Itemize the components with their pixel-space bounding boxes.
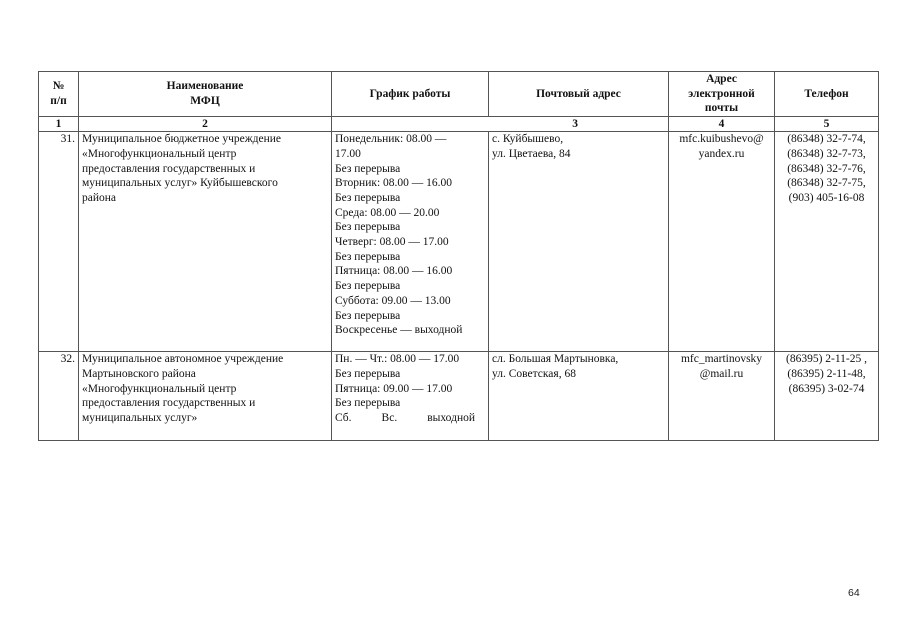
schedule-line: 17.00: [335, 147, 361, 160]
mfc-name-line: Муниципальное бюджетное учреждение: [82, 133, 282, 146]
header-schedule: График работы: [332, 72, 489, 117]
email-line: mfc_martinovsky: [680, 353, 763, 366]
table-row: [39, 352, 879, 441]
mfc-name-cell: [79, 132, 332, 352]
mfc-name-line: «Многофункциональный центр: [82, 147, 237, 160]
mfc-name-line: района: [82, 191, 117, 204]
row-number: 32.: [39, 352, 79, 441]
header-name: [79, 72, 332, 117]
header-email-line: почты: [704, 102, 739, 115]
schedule-line: Без перерыва: [335, 191, 401, 204]
email-cell: [669, 132, 775, 352]
schedule-line: Понедельник: 08.00 —: [335, 133, 447, 146]
header-name-line: Наименование: [166, 80, 244, 93]
schedule-line: Без перерыва: [335, 397, 401, 410]
email-line: yandex.ru: [698, 147, 745, 160]
mfc-name-cell: [79, 352, 332, 441]
schedule-line: Пн. — Чт.: 08.00 — 17.00: [335, 353, 460, 366]
phone-cell: [775, 132, 879, 352]
address-line: с. Куйбышево,: [492, 133, 564, 146]
schedule-cell: [332, 132, 489, 352]
email-line: @mail.ru: [699, 367, 744, 380]
schedule-weekend-word: Сб.: [335, 411, 352, 424]
schedule-line: Среда: 08.00 — 20.00: [335, 206, 440, 219]
header-num-line: №: [52, 80, 65, 93]
mfc-name-line: муниципальных услуг» Куйбышевского: [82, 177, 278, 190]
mfc-name-line: предоставления государственных и: [82, 162, 256, 175]
mfc-name-line: «Многофункциональный центр: [82, 382, 237, 395]
schedule-line: Без перерыва: [335, 250, 401, 263]
schedule-weekend-line: [335, 411, 475, 426]
schedule-line: Пятница: 09.00 — 17.00: [335, 382, 453, 395]
schedule-line: Без перерыва: [335, 367, 401, 380]
address-line: ул. Цветаева, 84: [492, 147, 571, 160]
phone-line: (86348) 32-7-73,: [787, 147, 866, 160]
schedule-line: Без перерыва: [335, 280, 401, 293]
column-number: 1: [39, 117, 79, 132]
phone-line: (86395) 2-11-48,: [787, 367, 866, 380]
address-cell: [489, 352, 669, 441]
mfc-name-line: предоставления государственных и: [82, 397, 256, 410]
column-number: 3: [332, 117, 669, 132]
schedule-cell: [332, 352, 489, 441]
header-name-line: МФЦ: [190, 95, 220, 108]
table-row: [39, 132, 879, 352]
phone-line: (86348) 32-7-76,: [787, 162, 866, 175]
header-num: [39, 72, 79, 117]
header-email-line: Адрес: [706, 73, 737, 85]
table-header: [39, 72, 879, 132]
header-row: [39, 72, 879, 117]
address-line: сл. Большая Мартыновка,: [492, 353, 619, 366]
mfc-name-line: Мартыновского района: [82, 367, 196, 380]
schedule-line: Воскресенье — выходной: [335, 324, 463, 337]
schedule-weekend-word: выходной: [427, 411, 475, 424]
address-line: ул. Советская, 68: [492, 367, 576, 380]
phone-line: (86395) 2-11-25 ,: [785, 353, 868, 366]
email-cell: [669, 352, 775, 441]
header-email: [669, 72, 775, 117]
schedule-line: Суббота: 09.00 — 13.00: [335, 294, 451, 307]
header-phone: Телефон: [775, 72, 879, 117]
schedule-line: Без перерыва: [335, 309, 401, 322]
phone-cell: [775, 352, 879, 441]
phone-line: (903) 405-16-08: [788, 191, 865, 204]
header-email-line: электронной: [688, 87, 755, 100]
phone-line: (86395) 3-02-74: [788, 382, 865, 395]
schedule-line: Пятница: 08.00 — 16.00: [335, 265, 453, 278]
column-number: 4: [669, 117, 775, 132]
row-number: 31.: [39, 132, 79, 352]
column-number-row: [39, 117, 879, 132]
header-address: Почтовый адрес: [489, 72, 669, 117]
column-number: 2: [79, 117, 332, 132]
email-line: mfc.kuibushevo@: [679, 133, 764, 146]
schedule-weekend-word: Вс.: [381, 411, 398, 424]
schedule-line: Вторник: 08.00 — 16.00: [335, 177, 453, 190]
page-number: 64: [848, 587, 860, 599]
header-num-line: п/п: [50, 95, 67, 108]
mfc-name-line: Муниципальное автономное учреждение: [82, 353, 284, 366]
column-number: 5: [775, 117, 879, 132]
phone-line: (86348) 32-7-74,: [787, 133, 866, 146]
table-body: [39, 132, 879, 441]
phone-line: (86348) 32-7-75,: [787, 177, 866, 190]
mfc-name-line: муниципальных услуг»: [82, 411, 198, 424]
mfc-table: [38, 71, 879, 441]
address-cell: [489, 132, 669, 352]
schedule-line: Без перерыва: [335, 162, 401, 175]
schedule-line: Четверг: 08.00 — 17.00: [335, 236, 449, 249]
schedule-line: Без перерыва: [335, 221, 401, 234]
